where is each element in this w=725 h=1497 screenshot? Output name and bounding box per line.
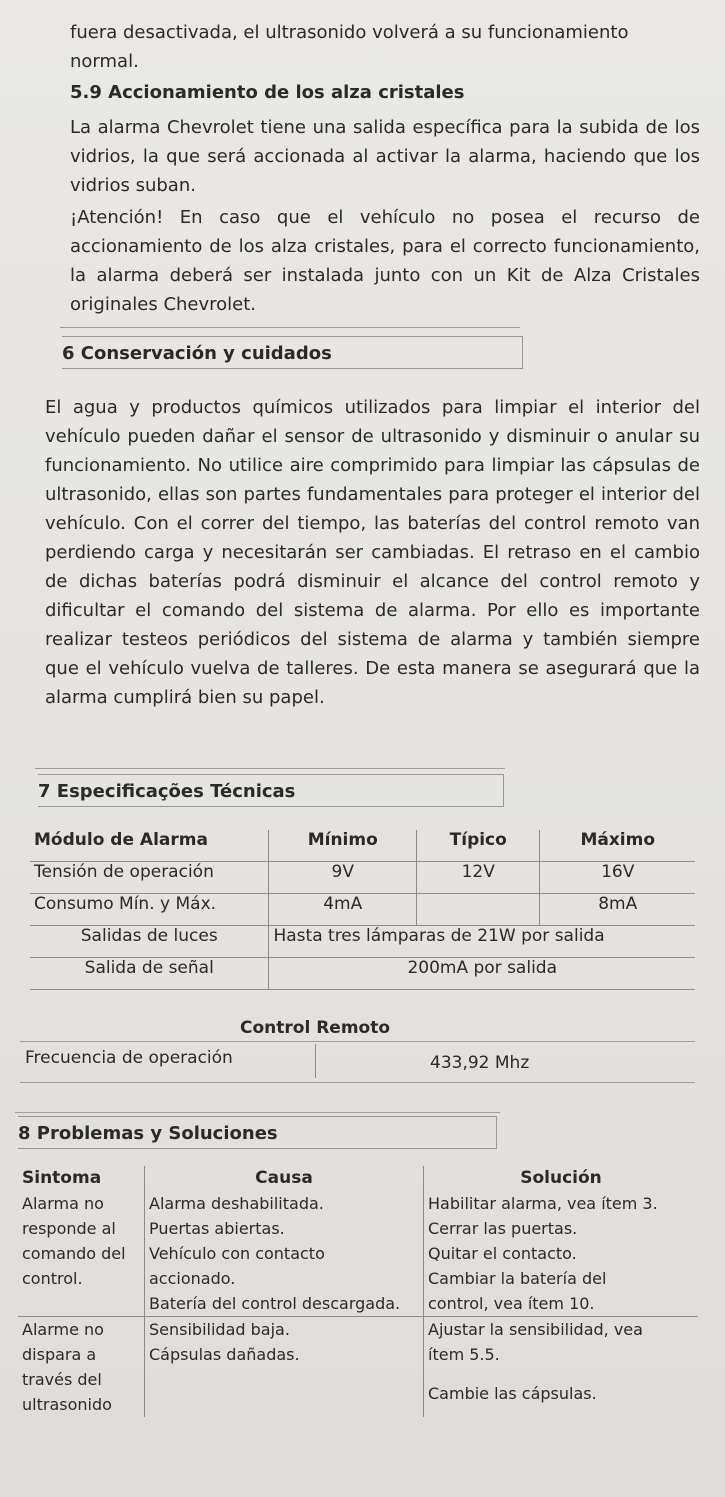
- section-5-9-heading: 5.9 Accionamiento de los alza cristales: [70, 82, 465, 103]
- specs-header-min: Mínimo: [269, 830, 417, 862]
- divider: [35, 768, 505, 769]
- problems-header-symptom: Sintoma: [22, 1168, 102, 1188]
- problem-row: [18, 1191, 698, 1317]
- symptom-cell: Alarme no dispara a través del ultrasonido: [22, 1320, 112, 1414]
- divider: [15, 1112, 500, 1113]
- problems-table: [18, 1166, 698, 1417]
- specs-row: Consumo Mín. y Máx. 4mA 8mA: [30, 894, 695, 926]
- specs-row: Salidas de luces Hasta tres lámparas de 21W por salida: [30, 926, 695, 958]
- specs-header-row: [30, 830, 695, 862]
- section-6-heading: 6 Conservación y cuidados: [62, 336, 523, 369]
- problems-header-solution: Solución: [424, 1166, 699, 1191]
- top-paragraph: fuera desactivada, el ultrasonido volverá a su funcionamiento normal.: [70, 22, 629, 72]
- frequency-label: Frecuencia de operación: [25, 1048, 233, 1068]
- cause-cell: Alarma deshabilitada. Puertas abiertas. Vehículo con contacto accionado. Batería del control descargada.: [145, 1191, 424, 1317]
- specs-table: [30, 830, 695, 990]
- divider: [315, 1044, 316, 1078]
- divider: [60, 327, 520, 328]
- section-8-heading: 8 Problemas y Soluciones: [18, 1116, 497, 1149]
- section-7-heading: 7 Especificações Técnicas: [38, 774, 504, 807]
- solution-cell: Habilitar alarma, vea ítem 3. Cerrar las puertas. Quitar el contacto. Cambiar la batería del control, vea ítem 10.: [424, 1191, 699, 1317]
- divider: [20, 1082, 695, 1083]
- section-5-9-paragraph-2: ¡Atención! En caso que el vehículo no posea el recurso de accionamiento de los alza cristales, para el correcto funcionamiento, la alarma deberá ser instalada junto con un Kit de Alza Cristales originales Chevrolet.: [70, 207, 700, 315]
- section-6-paragraph: El agua y productos químicos utilizados para limpiar el interior del vehículo pueden dañar el sensor de ultrasonido y disminuir o anular su funcionamiento. No utilice aire comprimido para limpiar las cápsulas de ultrasonido, ellas son partes fundamentales para proteger el interior del vehículo. Con el correr del tiempo, las baterías del control remoto van perdiendo carga y necesitarán ser cambiadas. El retraso en el cambio de dichas baterías podrá disminuir el alcance del control remoto y dificultar el comando del sistema de alarma. Por ello es importante realizar testeos periódicos del sistema de alarma y también siempre que el vehículo vuelva de talleres. De esta manera se asegurará que la alarma cumplirá bien su papel.: [45, 397, 700, 708]
- specs-header-module: Módulo de Alarma: [30, 830, 269, 862]
- cause-cell: Sensibilidad baja. Cápsulas dañadas.: [145, 1317, 424, 1418]
- frequency-value: 433,92 Mhz: [430, 1053, 530, 1073]
- specs-row: Tensión de operación 9V 12V 16V: [30, 862, 695, 894]
- problem-row: [18, 1317, 698, 1418]
- divider: [20, 1041, 695, 1042]
- specs-header-max: Máximo: [540, 830, 695, 862]
- specs-row: Salida de señal 200mA por salida: [30, 958, 695, 990]
- section-5-9-paragraph-1: La alarma Chevrolet tiene una salida específica para la subida de los vidrios, la que será accionada al activar la alarma, haciendo que los vidrios suban.: [70, 117, 700, 196]
- problems-header-cause: Causa: [145, 1166, 424, 1191]
- problems-header-row: [18, 1166, 698, 1191]
- specs-header-typ: Típico: [417, 830, 540, 862]
- solution-cell: Ajustar la sensibilidad, vea ítem 5.5. Cambie las cápsulas.: [424, 1317, 699, 1418]
- symptom-cell: Alarma no responde al comando del control.: [18, 1191, 145, 1317]
- control-remote-heading: Control Remoto: [240, 1018, 391, 1038]
